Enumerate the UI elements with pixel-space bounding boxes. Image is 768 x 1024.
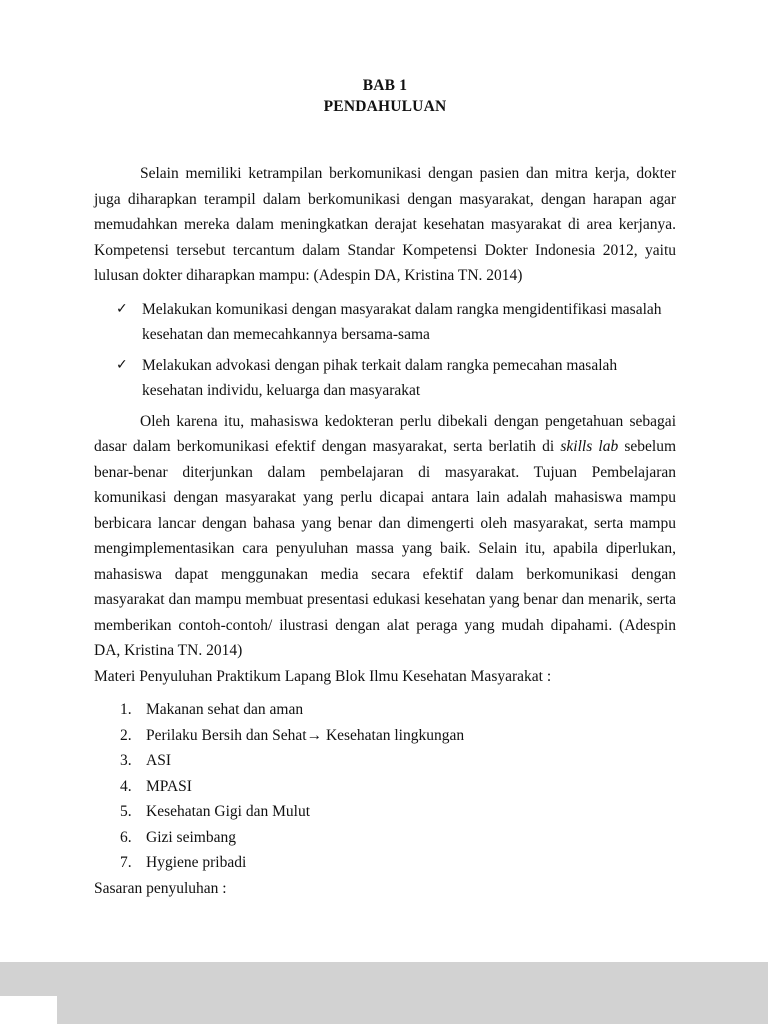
body-paragraph-part2: sebelum benar-benar diterjunkan dalam pembelajaran di masyarakat. Tujuan Pembelajaran komunikasi dengan masyarakat yang perlu dicapai antara lain adalah mahasiswa mampu berbicara lancar dengan bahasa yang benar dan dimengerti oleh masyarakat, serta mampu mengimplementasikan cara penyuluhan massa yang baik. Selain itu, apabila diperlukan, mahasiswa dapat menggunakan media secara efektif dalam berkomunikasi dengan masyarakat dan mampu membuat presentasi edukasi kesehatan yang benar dan menarik, serta memberikan contoh-contoh/ ilustrasi dengan alat peraga yang mudah dipahami. (Adespin DA, Kristina TN. 2014) (94, 438, 677, 659)
body-paragraph-italic: skills lab (560, 438, 619, 455)
list-item (120, 697, 676, 723)
chapter-title-line2: PENDAHULUAN (323, 98, 447, 115)
checklist-item (116, 297, 676, 348)
list-item-number: 1. (120, 701, 132, 718)
intro-paragraph: Selain memiliki ketrampilan berkomunikasi dengan pasien dan mitra kerja, dokter juga diharapkan terampil dalam berkomunikasi dengan masyarakat, dengan harapan agar memudahkan mereka dalam meningkatkan derajat kesehatan masyarakat di area kerjanya. Kompetensi tersebut tercantum dalam Standar Kompetensi Dokter Indonesia 2012, yaitu lulusan dokter diharapkan mampu: (Adespin DA, Kristina TN. 2014) (94, 165, 676, 284)
list-item-number: 2. (120, 726, 132, 744)
list-item-number: 6. (120, 828, 132, 846)
body-paragraph (94, 409, 676, 664)
list-item (120, 774, 676, 800)
list-item-text: MPASI (146, 777, 192, 795)
list-item-text: Gizi seimbang (146, 828, 236, 846)
next-page-corner (0, 996, 57, 1024)
check-icon: ✓ (116, 300, 128, 317)
list-item (120, 748, 676, 774)
check-icon: ✓ (116, 356, 128, 373)
body-paragraph-part1: Oleh karena itu, mahasiswa kedokteran perlu dibekali dengan pengetahuan sebagai dasar dalam berkomunikasi efektif dengan masyarakat, serta berlatih di (94, 412, 676, 455)
list-item (120, 825, 676, 851)
list-item-text: Hygiene pribadi (146, 854, 247, 871)
chapter-title-line1: BAB 1 (362, 77, 408, 94)
list-item-number: 5. (120, 803, 132, 820)
list-item-text: Makanan sehat dan aman (146, 701, 304, 718)
list-item (120, 723, 676, 749)
materi-heading: Materi Penyuluhan Praktikum Lapang Blok Ilmu Kesehatan Masyarakat : (94, 667, 552, 685)
sasaran-heading: Sasaran penyuluhan : (94, 879, 227, 897)
checklist-item (116, 353, 676, 404)
list-item-number: 4. (120, 777, 132, 795)
list-item (120, 850, 676, 876)
list-item-number: 3. (120, 752, 132, 769)
chapter-title (94, 75, 676, 117)
list-item-number: 7. (120, 854, 132, 871)
materi-list (94, 697, 676, 876)
checklist-item-text: Melakukan advokasi dengan pihak terkait dalam rangka pemecahan masalah kesehatan individu, keluarga dan masyarakat (142, 356, 618, 399)
list-item-text: ASI (146, 752, 171, 769)
list-item (120, 799, 676, 825)
checklist-item-text: Melakukan komunikasi dengan masyarakat dalam rangka mengidentifikasi masalah kesehatan dan memecahkannya bersama-sama (142, 300, 662, 343)
checklist (94, 297, 676, 404)
list-item-text: Kesehatan Gigi dan Mulut (146, 803, 311, 820)
viewer-gutter (0, 962, 768, 1024)
list-item-text: Perilaku Bersih dan Sehat→ Kesehatan lingkungan (146, 726, 465, 744)
